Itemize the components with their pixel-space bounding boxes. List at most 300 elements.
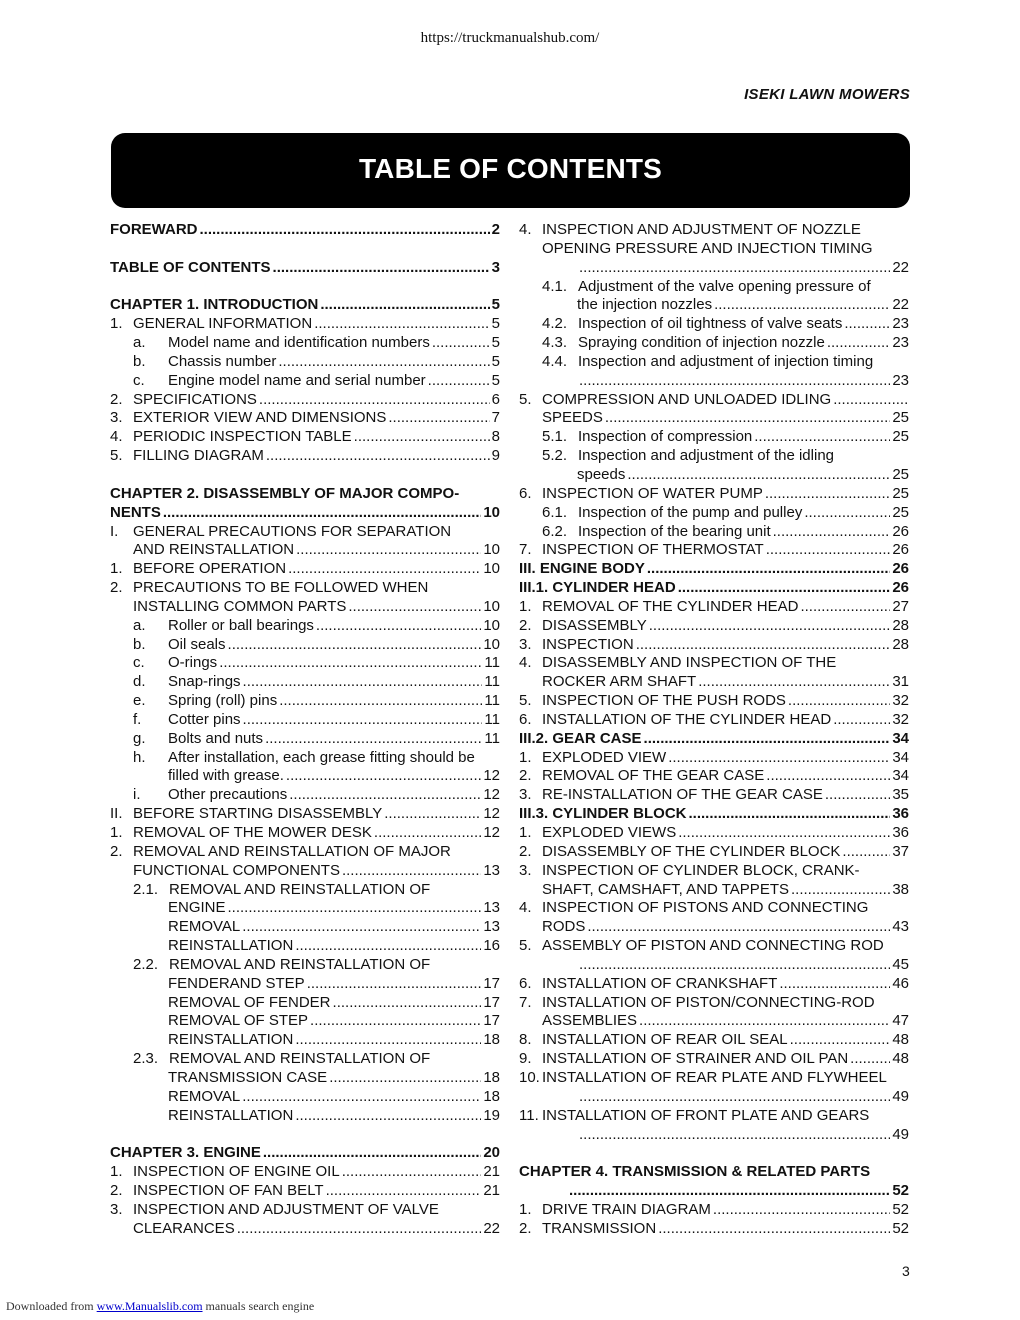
toc-entry[interactable] [519, 579, 909, 598]
toc-entry[interactable] [519, 598, 909, 617]
toc-entry[interactable] [519, 1182, 909, 1201]
toc-dot-leader [296, 541, 481, 560]
toc-dot-leader [228, 899, 482, 918]
toc-entry-page: 27 [892, 597, 909, 615]
toc-entry-title: TABLE OF CONTENTS [110, 258, 271, 276]
toc-entry-page: 22 [892, 258, 909, 276]
toc-entry-number: 3. [110, 409, 123, 427]
toc-entry-number: 2.1. [133, 880, 159, 898]
toc-entry[interactable] [519, 409, 909, 428]
toc-entry[interactable] [519, 673, 909, 692]
toc-entry-page: 28 [892, 616, 909, 634]
toc-entry[interactable] [519, 711, 909, 730]
toc-entry-title: CHAPTER 2. DISASSEMBLY OF MAJOR COMPO- [110, 484, 460, 502]
toc-entry[interactable] [110, 673, 500, 692]
toc-dot-leader [791, 881, 890, 900]
toc-entry-title: III.1. CYLINDER HEAD [519, 579, 676, 597]
toc-dot-leader [714, 296, 890, 315]
toc-entry-page: 13 [483, 861, 500, 879]
toc-entry-title: Inspection and adjustment of injection timing [578, 352, 874, 370]
toc-entry[interactable] [110, 523, 500, 542]
toc-entry-number: 5. [519, 390, 532, 408]
toc-entry[interactable] [519, 428, 909, 447]
toc-entry-page: 5 [491, 371, 500, 389]
toc-entry[interactable] [110, 315, 500, 334]
toc-dot-leader [374, 824, 481, 843]
toc-entry[interactable] [519, 523, 909, 542]
toc-dot-leader [242, 918, 481, 937]
toc-entry-page: 31 [892, 673, 909, 691]
toc-entry-number: 5.1. [542, 428, 568, 446]
toc-entry-title: REMOVAL OF THE CYLINDER HEAD [542, 597, 799, 615]
toc-dot-leader [288, 560, 481, 579]
toc-entry[interactable] [519, 296, 909, 315]
toc-entry[interactable] [519, 692, 909, 711]
toc-entry[interactable] [110, 1107, 500, 1126]
toc-dot-leader [314, 315, 489, 334]
download-footer [6, 1299, 314, 1314]
toc-entry-title: SHAFT, CAMSHAFT, AND TAPPETS [542, 880, 789, 898]
toc-entry-number: 6. [519, 710, 532, 728]
toc-entry[interactable] [519, 1031, 909, 1050]
toc-entry[interactable] [519, 956, 909, 975]
toc-entry-page: 23 [892, 334, 909, 352]
toc-entry-page: 5 [491, 352, 500, 370]
toc-entry-page: 11 [484, 710, 500, 728]
toc-entry[interactable] [110, 937, 500, 956]
footer-prefix: Downloaded from [6, 1299, 94, 1313]
toc-entry-number: 7. [519, 541, 532, 559]
toc-entry-page: 13 [483, 918, 500, 936]
toc-dot-leader [678, 824, 890, 843]
toc-entry-title: EXPLODED VIEWS [542, 824, 677, 841]
toc-dot-leader [579, 956, 890, 975]
toc-entry-title: INSTALLATION OF CRANKSHAFT [542, 974, 778, 992]
toc-entry[interactable] [110, 1069, 500, 1088]
toc-dot-leader [825, 786, 890, 805]
toc-dot-leader [342, 1163, 482, 1182]
toc-entry[interactable] [110, 654, 500, 673]
toc-entry-title: RE-INSTALLATION OF THE GEAR CASE [542, 786, 823, 804]
toc-entry[interactable] [519, 805, 909, 824]
toc-entry-number: 4.1. [542, 277, 568, 295]
toc-entry-title: INSPECTION OF ENGINE OIL [133, 1163, 340, 1181]
toc-entry-title: REINSTALLATION [168, 1106, 294, 1124]
toc-entry[interactable] [110, 899, 500, 918]
toc-entry-page: 19 [483, 1106, 500, 1124]
toc-entry-number: 5. [110, 447, 123, 465]
toc-entry-page: 13 [483, 899, 500, 917]
toc-entry[interactable] [110, 1220, 500, 1239]
toc-entry[interactable] [110, 353, 500, 372]
toc-entry[interactable] [110, 598, 500, 617]
toc-entry-page: 5 [491, 334, 500, 352]
toc-entry-page: 17 [483, 974, 500, 992]
toc-dot-leader [432, 334, 490, 353]
toc-dot-leader [259, 391, 490, 410]
toc-entry[interactable] [519, 1069, 909, 1088]
toc-entry[interactable] [110, 1201, 500, 1220]
toc-dot-leader [428, 372, 490, 391]
toc-entry[interactable] [110, 975, 500, 994]
toc-entry[interactable] [519, 1220, 909, 1239]
toc-entry-title: NENTS [110, 503, 161, 521]
toc-entry-page: 49 [892, 1125, 909, 1143]
toc-entry-title: Spring (roll) pins [168, 692, 278, 710]
toc-dot-leader [827, 334, 890, 353]
toc-entry-page: 22 [483, 1219, 500, 1237]
toc-entry-number: 4. [519, 899, 532, 917]
toc-entry[interactable] [110, 1088, 500, 1107]
toc-entry[interactable] [110, 1163, 500, 1182]
toc-entry-title: INSPECTION AND ADJUSTMENT OF VALVE [133, 1200, 439, 1218]
toc-entry[interactable] [110, 767, 500, 786]
toc-entry[interactable] [519, 1126, 909, 1145]
toc-entry-page: 43 [892, 918, 909, 936]
toc-entry[interactable] [519, 221, 909, 240]
toc-entry[interactable] [110, 541, 500, 560]
toc-entry[interactable] [519, 1201, 909, 1220]
toc-entry[interactable] [110, 692, 500, 711]
toc-entry[interactable] [519, 862, 909, 881]
toc-entry[interactable] [110, 994, 500, 1013]
toc-entry[interactable] [110, 391, 500, 410]
toc-entry-title: BEFORE OPERATION [133, 560, 287, 578]
toc-entry-number: 7. [519, 993, 532, 1011]
toc-entry-title: speeds [577, 465, 626, 483]
toc-entry[interactable] [519, 560, 909, 579]
toc-entry-title: INSPECTION AND ADJUSTMENT OF NOZZLE [542, 221, 861, 238]
toc-entry[interactable] [519, 240, 909, 259]
toc-entry-number: 1. [110, 824, 123, 841]
toc-entry-number: 3. [110, 1200, 123, 1218]
toc-entry-title: DISASSEMBLY OF THE CYLINDER BLOCK [542, 842, 841, 860]
toc-entry-title: INSPECTION OF PISTONS AND CONNECTING [542, 899, 869, 917]
toc-dot-leader [627, 466, 890, 485]
toc-entry[interactable] [110, 617, 500, 636]
toc-entry-page: 34 [892, 767, 909, 785]
toc-entry-page: 38 [892, 880, 909, 898]
toc-entry-page: 25 [892, 428, 909, 446]
toc-entry-title: PERIODIC INSPECTION TABLE [133, 428, 352, 446]
toc-entry-page: 10 [483, 635, 500, 653]
toc-entry[interactable] [110, 1012, 500, 1031]
toc-entry-page: 10 [483, 560, 500, 578]
toc-entry[interactable] [110, 409, 500, 428]
toc-entry[interactable] [519, 334, 909, 353]
toc-dot-leader [804, 504, 890, 523]
toc-entry-number: 6.1. [542, 503, 568, 521]
toc-entry-title: PRECAUTIONS TO BE FOLLOWED WHEN [133, 579, 429, 597]
toc-entry-title: RODS [542, 918, 586, 936]
toc-entry[interactable] [110, 636, 500, 655]
toc-entry-number: 2. [110, 842, 123, 860]
toc-entry[interactable] [519, 617, 909, 636]
toc-entry-title: SPECIFICATIONS [133, 390, 257, 408]
toc-entry-page: 48 [892, 1050, 909, 1068]
toc-entry[interactable] [519, 485, 909, 504]
toc-entry[interactable] [519, 1088, 909, 1107]
toc-entry-page: 34 [892, 729, 909, 747]
toc-entry-title: INSPECTION [542, 635, 634, 653]
toc-entry[interactable] [519, 1050, 909, 1069]
toc-entry-number: 4.2. [542, 315, 568, 333]
toc-dot-leader [800, 598, 890, 617]
toc-dot-leader [243, 673, 483, 692]
toc-entry-page: 32 [892, 710, 909, 728]
toc-entry[interactable] [519, 786, 909, 805]
toc-entry-title: AND REINSTALLATION [133, 541, 295, 559]
toc-entry[interactable] [110, 956, 500, 975]
toc-entry-number: 2. [519, 842, 532, 860]
toc-dot-leader [242, 1088, 481, 1107]
toc-entry[interactable] [519, 654, 909, 673]
toc-entry[interactable] [519, 353, 909, 372]
toc-entry-title: III.3. CYLINDER BLOCK [519, 805, 687, 823]
toc-entry[interactable] [519, 749, 909, 768]
toc-entry-title: Bolts and nuts [168, 729, 264, 747]
toc-entry-page: 8 [491, 428, 500, 446]
toc-dot-leader [850, 1050, 890, 1069]
toc-entry-title: CHAPTER 1. INTRODUCTION [110, 296, 319, 314]
toc-entry[interactable] [110, 1182, 500, 1201]
toc-entry-page: 49 [892, 1087, 909, 1105]
toc-entry[interactable] [519, 730, 909, 749]
toc-entry[interactable] [110, 918, 500, 937]
toc-entry-number: 2. [110, 579, 123, 597]
toc-dot-leader [243, 711, 483, 730]
toc-dot-leader [790, 1031, 891, 1050]
toc-entry-page: 28 [892, 635, 909, 653]
toc-entry[interactable] [519, 767, 909, 786]
toc-entry-number: 6.2. [542, 522, 568, 540]
toc-entry-page: 11 [484, 654, 500, 672]
toc-entry-number: 4.4. [542, 352, 568, 370]
toc-entry[interactable] [519, 315, 909, 334]
toc-entry-title: FILLING DIAGRAM [133, 447, 264, 465]
toc-entry-number: 4. [519, 654, 532, 672]
toc-entry-title: CLEARANCES [133, 1219, 235, 1237]
toc-entry-page: 26 [892, 541, 909, 559]
toc-entry-number: 2. [519, 616, 532, 634]
toc-entry-title: filled with grease. [168, 767, 284, 785]
toc-dot-leader [316, 617, 481, 636]
toc-dot-leader [326, 1182, 482, 1201]
toc-entry-page: 36 [892, 824, 909, 841]
toc-entry-title: III. ENGINE BODY [519, 560, 645, 578]
toc-entry-page: 11 [484, 673, 500, 691]
toc-entry-page: 12 [483, 805, 500, 823]
toc-dot-leader [766, 767, 890, 786]
toc-entry[interactable] [110, 786, 500, 805]
toc-dot-leader [765, 485, 890, 504]
toc-entry-page: 26 [892, 579, 909, 597]
toc-entry[interactable] [519, 843, 909, 862]
toc-entry[interactable] [519, 994, 909, 1013]
toc-entry[interactable] [110, 447, 500, 466]
toc-entry[interactable] [110, 730, 500, 749]
toc-entry-number: 3. [519, 786, 532, 804]
toc-dot-leader [329, 1069, 481, 1088]
toc-entry[interactable] [110, 749, 500, 768]
toc-entry[interactable] [519, 937, 909, 956]
toc-entry-page: 11 [484, 692, 500, 710]
toc-entry-page: 52 [892, 1200, 909, 1218]
toc-entry-title: INSTALLATION OF PISTON/CONNECTING-ROD [542, 993, 875, 1011]
toc-entry-page: 17 [483, 1012, 500, 1030]
toc-entry-title: REMOVAL OF THE GEAR CASE [542, 767, 765, 785]
toc-entry-title: DISASSEMBLY AND INSPECTION OF THE [542, 654, 837, 672]
page-number: 3 [902, 1263, 910, 1279]
toc-dot-leader [265, 730, 482, 749]
toc-entry[interactable] [110, 1050, 500, 1069]
toc-entry[interactable] [110, 296, 500, 315]
toc-entry[interactable] [519, 975, 909, 994]
toc-dot-leader [754, 428, 890, 447]
toc-entry-number: 5. [519, 937, 532, 955]
toc-dot-leader [698, 673, 890, 692]
toc-entry-number: c. [133, 371, 145, 389]
toc-dot-leader [587, 918, 890, 937]
toc-entry-number: II. [110, 805, 123, 823]
toc-entry-page: 46 [892, 974, 909, 992]
toc-dot-leader [579, 1126, 890, 1145]
toc-left-column [110, 221, 500, 1239]
toc-entry[interactable] [110, 504, 500, 523]
toc-dot-leader [689, 805, 891, 824]
source-url: https://truckmanualshub.com/ [420, 30, 600, 46]
toc-entry[interactable] [519, 636, 909, 655]
toc-entry-title: Cotter pins [168, 710, 241, 728]
toc-entry[interactable] [519, 899, 909, 918]
toc-dot-leader [388, 409, 489, 428]
toc-entry[interactable] [519, 447, 909, 466]
toc-entry-title: REMOVAL OF STEP [168, 1012, 309, 1030]
toc-entry-title: Inspection of the bearing unit [578, 522, 771, 540]
toc-entry[interactable] [110, 428, 500, 447]
toc-dot-leader [658, 1220, 890, 1239]
toc-dot-leader [639, 1012, 890, 1031]
toc-entry[interactable] [110, 805, 500, 824]
toc-entry[interactable] [519, 391, 909, 410]
toc-dot-leader [766, 541, 891, 560]
toc-entry-number: 10. [519, 1068, 540, 1086]
toc-entry-number: i. [133, 786, 141, 804]
toc-entry-page: 23 [892, 315, 909, 333]
toc-entry[interactable] [519, 372, 909, 391]
toc-entry-title: III.2. GEAR CASE [519, 729, 642, 747]
toc-entry[interactable] [110, 881, 500, 900]
toc-entry-title: Roller or ball bearings [168, 616, 314, 634]
toc-entry-page: 48 [892, 1031, 909, 1049]
toc-dot-leader [163, 504, 481, 523]
toc-entry[interactable] [519, 466, 909, 485]
toc-entry-title: Oil seals [168, 635, 226, 653]
toc-entry-page: 45 [892, 955, 909, 973]
toc-entry-page: 52 [892, 1219, 909, 1237]
toc-entry[interactable] [519, 259, 909, 278]
toc-entry-title: INSTALLING COMMON PARTS [133, 597, 347, 615]
toc-entry[interactable] [110, 221, 500, 240]
toc-entry[interactable] [110, 485, 500, 504]
toc-dot-leader [649, 617, 891, 636]
toc-dot-leader [678, 579, 891, 598]
toc-entry-page: 10 [483, 616, 500, 634]
toc-entry[interactable] [519, 541, 909, 560]
toc-entry[interactable] [110, 862, 500, 881]
toc-entry-title: INSPECTION OF CYLINDER BLOCK, CRANK- [542, 861, 860, 879]
toc-dot-leader [310, 1012, 481, 1031]
toc-entry[interactable] [519, 278, 909, 297]
toc-dot-leader [279, 692, 482, 711]
toc-entry[interactable] [519, 1107, 909, 1126]
toc-entry-title: Other precautions [168, 786, 288, 804]
toc-entry[interactable] [110, 372, 500, 391]
toc-entry[interactable] [519, 1163, 909, 1182]
toc-entry-number: 3. [519, 861, 532, 879]
toc-entry-title: ASSEMBLIES [542, 1012, 638, 1030]
toc-entry-page: 25 [892, 465, 909, 483]
toc-dot-leader [200, 221, 490, 240]
toc-entry[interactable] [519, 824, 909, 843]
toc-entry-page: 52 [892, 1182, 909, 1200]
toc-entry-page: 22 [892, 296, 909, 314]
toc-entry-number: c. [133, 654, 145, 672]
toc-entry-title: ASSEMBLY OF PISTON AND CONNECTING ROD [542, 937, 884, 955]
toc-entry-number: 2.3. [133, 1050, 159, 1068]
toc-entry[interactable] [519, 881, 909, 900]
toc-entry-title: Engine model name and serial number [168, 371, 426, 389]
toc-entry[interactable] [110, 334, 500, 353]
toc-entry-title: REMOVAL OF FENDER [168, 993, 331, 1011]
toc-entry-page: 16 [483, 937, 500, 955]
toc-entry-title: Chassis number [168, 352, 277, 370]
toc-entry-number: 4.3. [542, 334, 568, 352]
toc-entry-number: 6. [519, 974, 532, 992]
toc-entry-title: REMOVAL [168, 918, 241, 936]
toc-entry-title: the injection nozzles [577, 296, 713, 314]
toc-entry-page: 21 [483, 1182, 500, 1200]
toc-entry-title: CHAPTER 3. ENGINE [110, 1144, 261, 1162]
toc-entry[interactable] [110, 843, 500, 862]
toc-entry[interactable] [110, 1031, 500, 1050]
toc-entry[interactable] [519, 1012, 909, 1031]
toc-entry[interactable] [519, 504, 909, 523]
toc-entry-number: 1. [110, 1163, 123, 1181]
toc-entry-title: Inspection of oil tightness of valve seats [578, 315, 843, 333]
toc-entry-number: e. [133, 692, 146, 710]
toc-entry-page: 9 [491, 447, 500, 465]
toc-entry[interactable] [519, 918, 909, 937]
toc-entry[interactable] [110, 579, 500, 598]
toc-entry[interactable] [110, 711, 500, 730]
toc-entry-number: 2. [519, 767, 532, 785]
toc-entry[interactable] [110, 560, 500, 579]
toc-dot-leader [569, 1182, 890, 1201]
toc-dot-leader [636, 636, 891, 655]
toc-entry-title: EXTERIOR VIEW AND DIMENSIONS [133, 409, 387, 427]
toc-entry-number: f. [133, 710, 142, 728]
toc-entry-page: 17 [483, 993, 500, 1011]
toc-entry[interactable] [110, 1144, 500, 1163]
toc-entry-title: REMOVAL AND REINSTALLATION OF [169, 1050, 431, 1068]
toc-entry-number: 1. [519, 824, 532, 841]
toc-entry[interactable] [110, 824, 500, 843]
toc-entry-number: 1. [519, 748, 532, 766]
manualslib-link[interactable]: www.Manualslib.com [96, 1299, 203, 1313]
toc-dot-leader [668, 749, 890, 768]
toc-entry[interactable] [110, 259, 500, 278]
